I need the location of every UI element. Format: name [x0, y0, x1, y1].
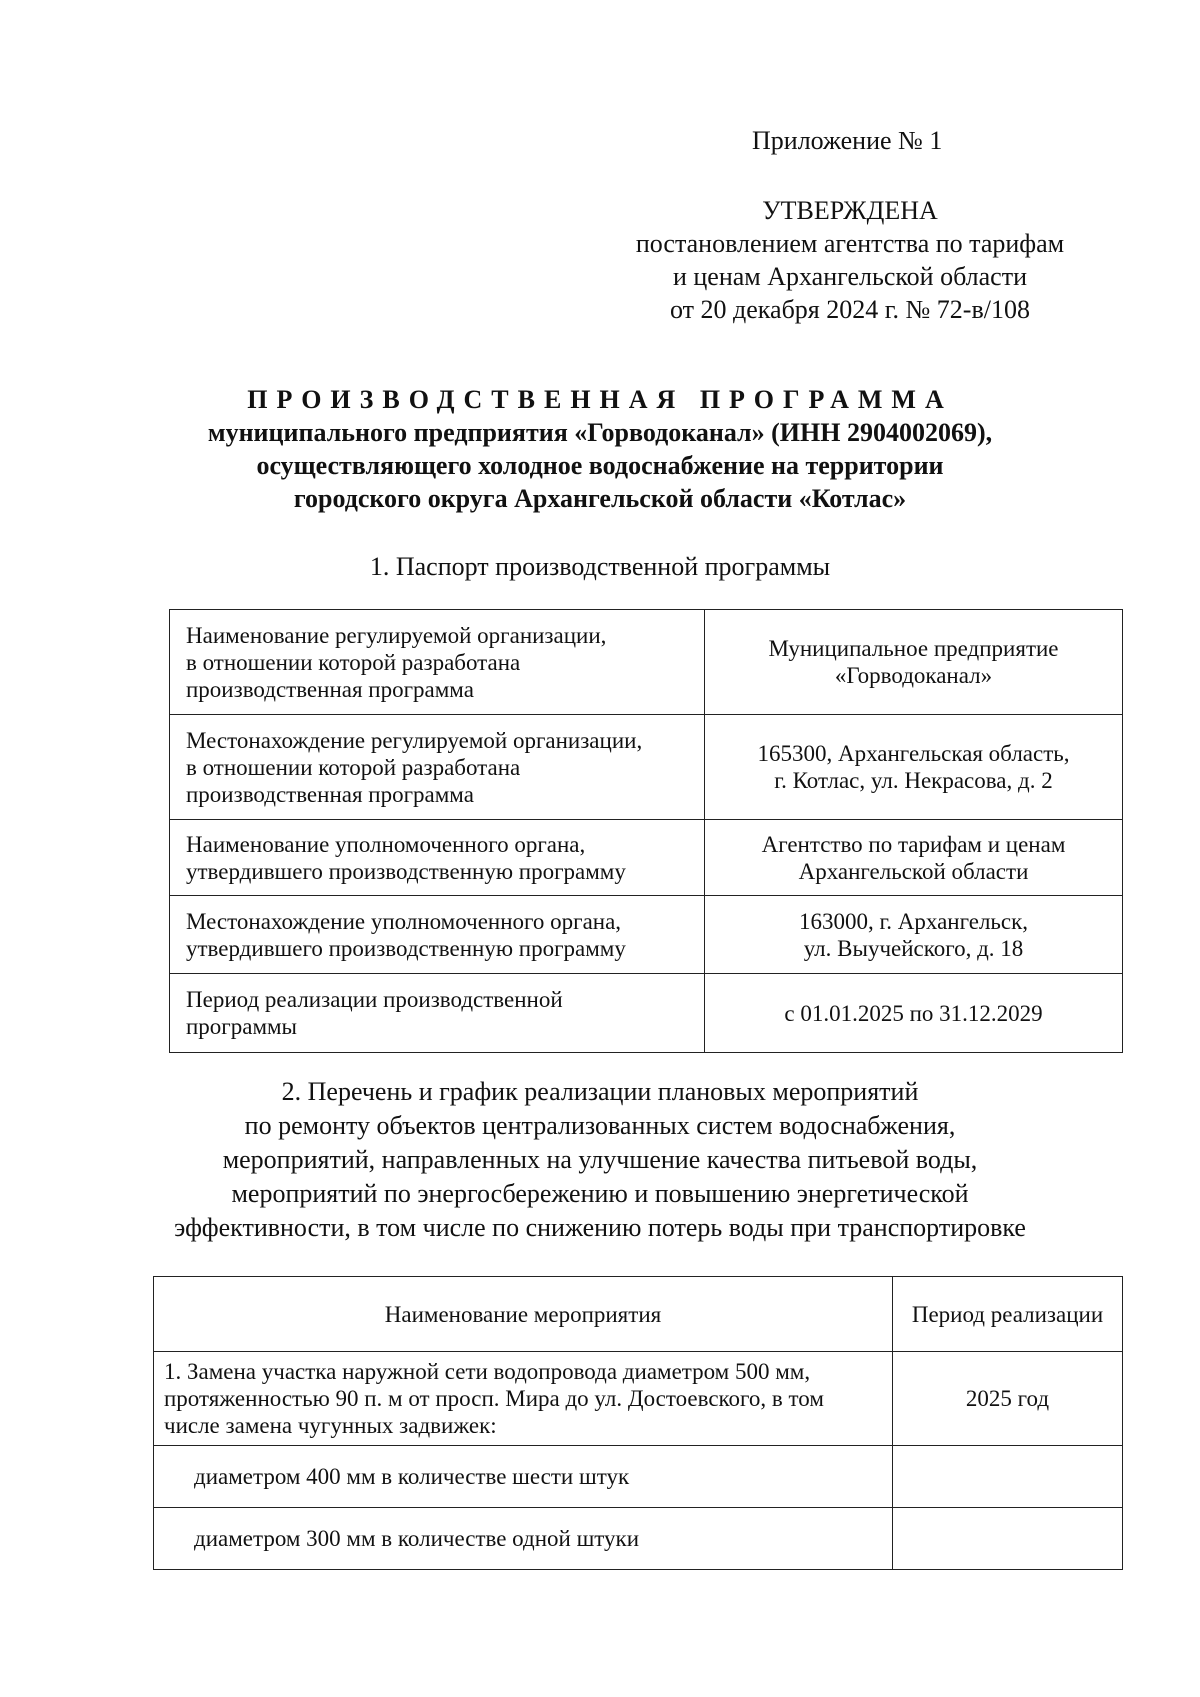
cell-text: утвердившего производственную программу — [186, 858, 626, 884]
title-line-3: осуществляющего холодное водоснабжение на территории — [256, 451, 944, 480]
cell-text: Наименование регулируемой организации, — [186, 622, 607, 648]
passport-label-cell — [170, 715, 705, 820]
section-1-title: 1. Паспорт производственной программы — [369, 552, 831, 581]
passport-label-cell — [170, 610, 705, 715]
title-line-4: городского округа Архангельской области «Котлас» — [293, 484, 907, 513]
cell-text: 163000, г. Архангельск, — [798, 908, 1029, 934]
passport-label-cell — [170, 974, 705, 1053]
cell-text: утвердившего производственную программу — [186, 935, 626, 961]
cell-text: 1. Замена участка наружной сети водопровода диаметром 500 мм, — [164, 1359, 811, 1384]
cell-text: Наименование уполномоченного органа, — [186, 831, 586, 857]
passport-value-cell — [705, 820, 1123, 896]
appendix-label: Приложение № 1 — [752, 126, 943, 155]
measure-period-cell — [893, 1508, 1123, 1570]
table-row — [170, 715, 1123, 820]
cell-text: производственная программа — [186, 781, 474, 807]
cell-text: 165300, Архангельская область, — [757, 741, 1070, 766]
measures-table — [153, 1276, 1123, 1570]
approval-heading: УТВЕРЖДЕНА — [762, 196, 938, 225]
section-2-title-line: 2. Перечень и график реализации плановых мероприятий — [281, 1077, 919, 1106]
section-2-title-line: мероприятий, направленных на улучшение качества питьевой воды, — [222, 1145, 978, 1174]
title-line-1: ПРОИЗВОДСТВЕННАЯ ПРОГРАММА — [247, 385, 953, 414]
column-header-name: Наименование мероприятия — [154, 1277, 893, 1352]
cell-text: в отношении которой разработана — [186, 754, 521, 780]
cell-text: программы — [186, 1014, 298, 1039]
cell-text: диаметром 300 мм в количестве одной штуки — [194, 1526, 640, 1551]
measure-period-cell — [893, 1446, 1123, 1508]
section-2-title — [100, 1075, 1100, 1245]
section-2-title-line: мероприятий по энергосбережению и повышению энергетической — [231, 1179, 969, 1208]
cell-text: числе замена чугунных задвижек: — [164, 1413, 497, 1438]
table-row — [170, 896, 1123, 974]
approval-line-2: и ценам Архангельской области — [672, 262, 1028, 291]
passport-value-cell — [705, 974, 1123, 1053]
cell-text: Агентство по тарифам и ценам — [761, 831, 1066, 857]
title-line-2: муниципального предприятия «Горводоканал» (ИНН 2904002069), — [207, 418, 993, 447]
cell-text: «Горводоканал» — [834, 663, 993, 688]
table-row — [170, 610, 1123, 715]
cell-text: г. Котлас, ул. Некрасова, д. 2 — [774, 768, 1053, 793]
passport-value-cell — [705, 715, 1123, 820]
table-header-row — [154, 1277, 1123, 1352]
section-2-title-line: эффективности, в том числе по снижению потерь воды при транспортировке — [174, 1213, 1026, 1242]
table-row — [170, 820, 1123, 896]
cell-text: ул. Выучейского, д. 18 — [803, 935, 1024, 961]
passport-value-cell — [705, 610, 1123, 715]
table-row — [170, 974, 1123, 1053]
cell-text: Муниципальное предприятие — [768, 636, 1059, 661]
cell-text: Период реализации производственной — [186, 987, 563, 1012]
passport-label-cell — [170, 896, 705, 974]
table-row — [154, 1352, 1123, 1446]
document-title — [100, 383, 1100, 515]
passport-value-cell — [705, 896, 1123, 974]
column-header-period: Период реализации — [893, 1277, 1123, 1352]
cell-text: диаметром 400 мм в количестве шести штук — [194, 1464, 630, 1489]
approval-block — [600, 194, 1100, 326]
cell-text: протяженностью 90 п. м от просп. Мира до ул. Достоевского, в том — [164, 1386, 824, 1411]
section-2-title-line: по ремонту объектов централизованных систем водоснабжения, — [244, 1111, 956, 1140]
table-row — [154, 1508, 1123, 1570]
approval-date: от 20 декабря 2024 г. № 72-в/108 — [670, 295, 1030, 324]
cell-text: производственная программа — [186, 676, 474, 702]
measure-name-cell — [154, 1508, 893, 1570]
passport-table — [169, 609, 1123, 1053]
cell-text: в отношении которой разработана — [186, 649, 521, 675]
cell-text: с 01.01.2025 по 31.12.2029 — [784, 1000, 1043, 1026]
measure-name-cell — [154, 1446, 893, 1508]
cell-text: Архангельской области — [798, 858, 1029, 884]
cell-text: Местонахождение регулируемой организации, — [186, 727, 643, 753]
approval-line-1: постановлением агентства по тарифам — [635, 229, 1065, 258]
cell-text: Местонахождение уполномоченного органа, — [186, 908, 622, 934]
measure-period-cell: 2025 год — [893, 1352, 1123, 1446]
passport-label-cell — [170, 820, 705, 896]
table-row — [154, 1446, 1123, 1508]
measure-name-cell — [154, 1352, 893, 1446]
